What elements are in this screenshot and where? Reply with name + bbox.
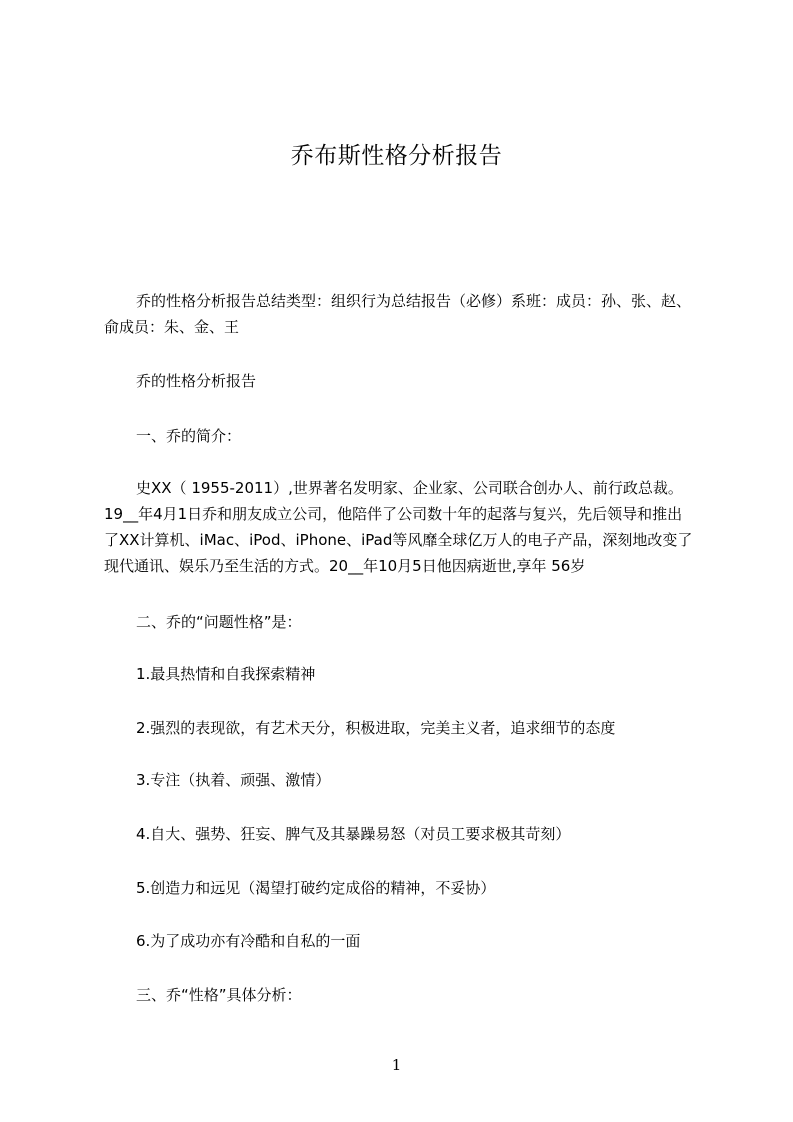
trait-item-1: 1.最具热情和自我探索精神 <box>136 665 316 683</box>
section-1-heading: 一、乔的简介： <box>136 427 242 445</box>
trait-item-3: 3.专注（执着、顽强、激情） <box>136 771 331 789</box>
trait-item-2: 2.强烈的表现欲，有艺术天分，积极进取，完美主义者，追求细节的态度 <box>136 719 616 737</box>
document-title: 乔布斯性格分析报告 <box>290 143 503 169</box>
trait-item-4: 4.自大、强势、狂妄、脾气及其暴躁易怒（对员工要求极其苛刻） <box>136 825 571 843</box>
trait-item-5: 5.创造力和远见（渴望打破约定成俗的精神，不妥协） <box>136 879 496 897</box>
trait-item-6: 6.为了成功亦有冷酷和自私的一面 <box>136 932 361 950</box>
page-number: 1 <box>391 1056 402 1074</box>
section-1-body: 史XX（ 1955-2011）,世界著名发明家、企业家、公司联合创办人、前行政总裁。19__年4月1日乔和朋友成立公司，他陪伴了公司数十年的起落与复兴，先后领导和推出了XX计算机、iMac、iPod、iPhone、iPad等风靡全球亿万人的电子产品，深刻地改变了现代通讯、娱乐乃至生活的方式。20__年10月5日他因病逝世,享年 56岁 <box>104 479 693 575</box>
section-2-heading: 二、乔的“问题性格”是： <box>136 613 302 631</box>
section-3-heading: 三、乔“性格”具体分析： <box>136 986 302 1004</box>
intro-paragraph: 乔的性格分析报告总结类型：组织行为总结报告（必修）系班：成员：孙、张、赵、俞成员：朱、金、王 <box>104 292 692 336</box>
report-heading: 乔的性格分析报告 <box>136 372 257 390</box>
